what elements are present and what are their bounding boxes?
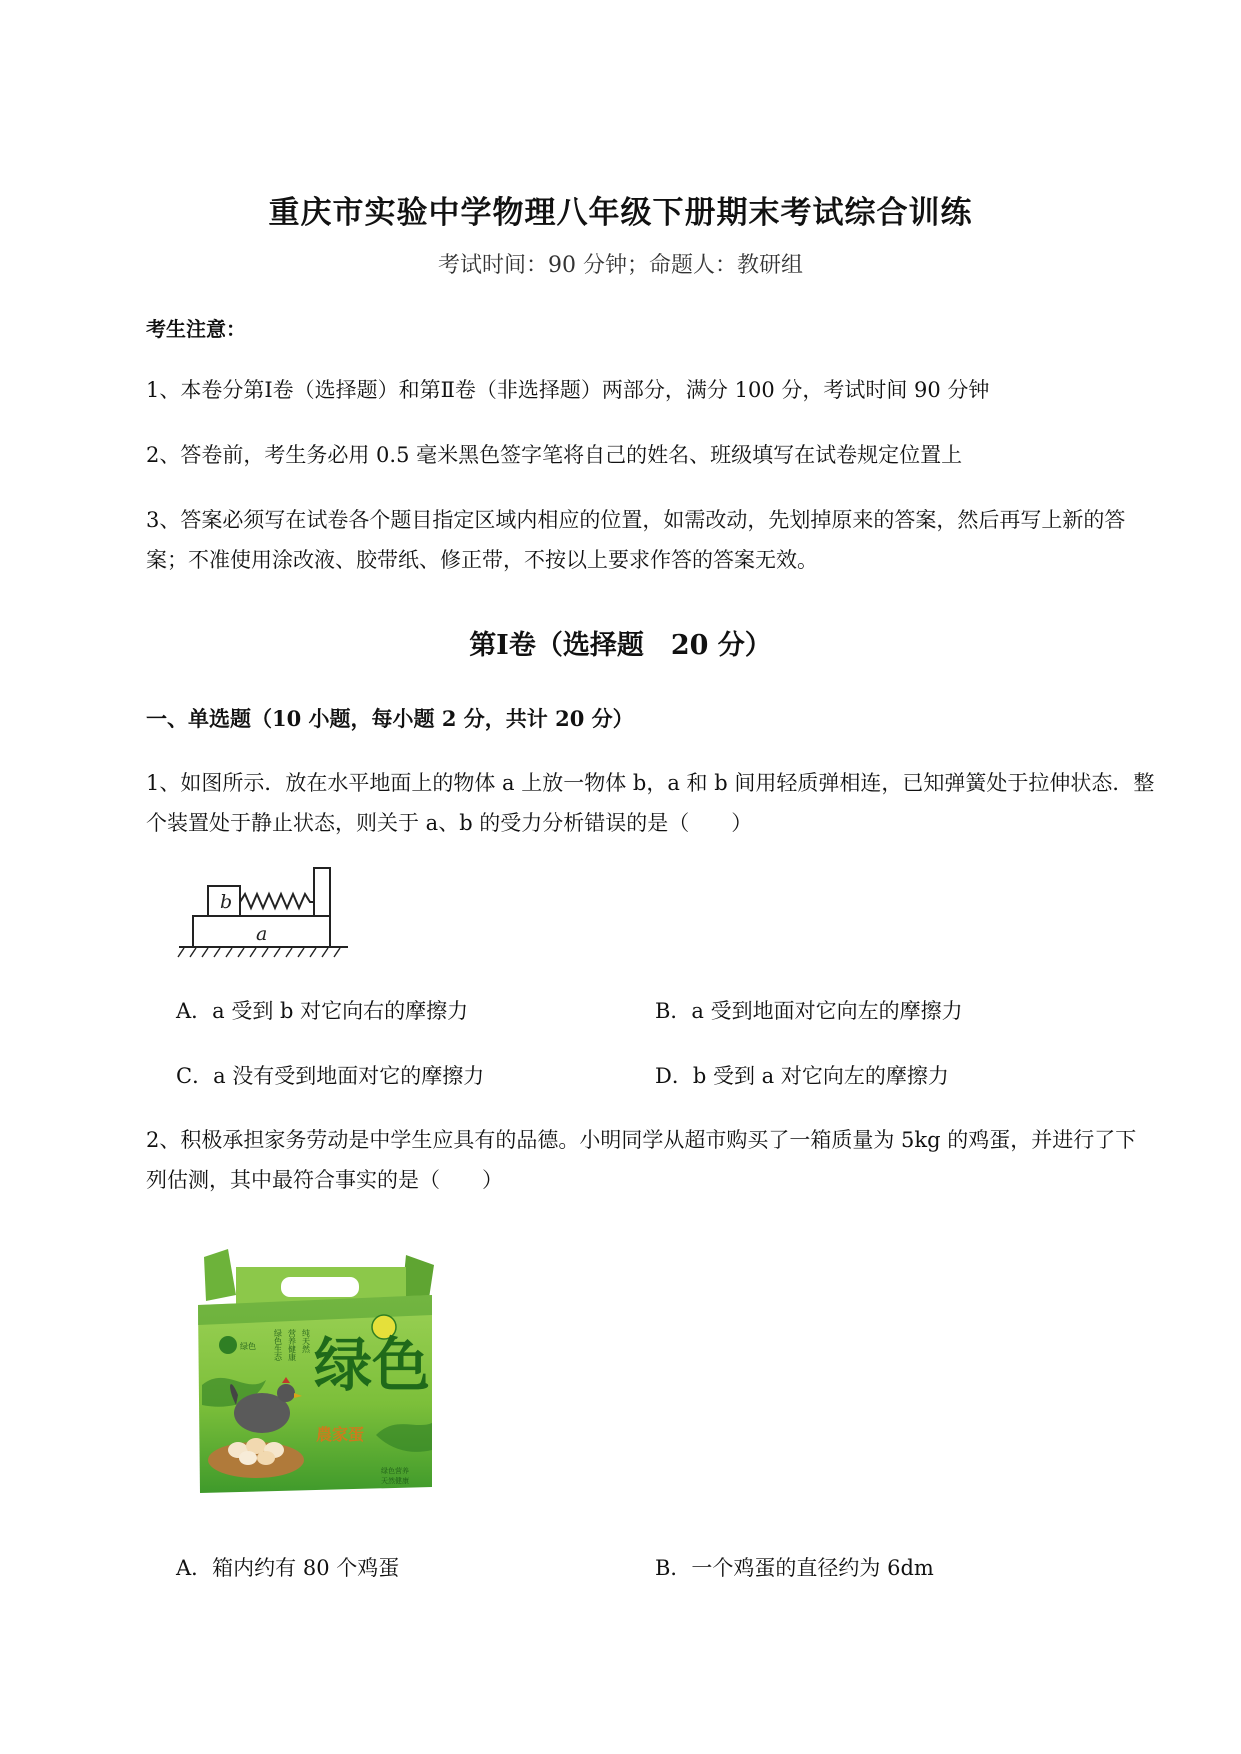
svg-text:纯天然: 纯天然 — [301, 1329, 311, 1353]
svg-text:绿色生态: 绿色生态 — [273, 1329, 283, 1361]
question-1-stem: 1、如图所示．放在水平地面上的物体 a 上放一物体 b，a 和 b 间用轻质弹相连，已知弹簧处于拉伸状态．整个装置处于静止状态，则关于 a、b 的受力分析错误的是（ ） — [146, 771, 1155, 835]
spring-diagram — [176, 862, 351, 960]
box-title: 绿色 — [314, 1331, 431, 1399]
q2-option-a[interactable]: A．箱内约有 80 个鸡蛋 — [176, 1556, 400, 1580]
q2-option-b[interactable]: B．一个鸡蛋的直径约为 6dm — [655, 1556, 934, 1580]
notice-item-1: 1、本卷分第Ⅰ卷（选择题）和第Ⅱ卷（非选择题）两部分，满分 100 分，考试时间 90 分钟 — [146, 378, 990, 402]
q1-option-a[interactable]: A．a 受到 b 对它向右的摩擦力 — [176, 999, 469, 1023]
spring — [240, 894, 314, 908]
section-title: 第Ⅰ卷（选择题 20 分） — [469, 630, 772, 661]
wall-post — [314, 868, 330, 916]
notice-heading: 考生注意： — [146, 317, 246, 341]
q1-option-d[interactable]: D．b 受到 a 对它向左的摩擦力 — [655, 1064, 949, 1088]
ground-hatching — [178, 948, 340, 957]
q1-option-b[interactable]: B．a 受到地面对它向左的摩擦力 — [655, 999, 963, 1023]
question-2-stem: 2、积极承担家务劳动是中学生应具有的品德。小明同学从超市购买了一箱质量为 5kg 的鸡蛋，并进行了下列估测，其中最符合事实的是（ ） — [146, 1128, 1137, 1192]
svg-text:天然健康: 天然健康 — [381, 1477, 409, 1485]
page-title: 重庆市实验中学物理八年级下册期末考试综合训练 — [268, 195, 973, 231]
q1-option-c[interactable]: C．a 没有受到地面对它的摩擦力 — [176, 1064, 485, 1088]
label-b: b — [220, 891, 233, 913]
part-heading: 一、单选题（10 小题，每小题 2 分，共计 20 分） — [146, 706, 634, 731]
svg-text:营养健康: 营养健康 — [287, 1329, 297, 1361]
box-subtitle: 農家蛋 — [316, 1425, 365, 1444]
egg-box-image — [196, 1245, 446, 1495]
label-a: a — [256, 923, 268, 945]
exam-meta: 考试时间：90 分钟；命题人：教研组 — [438, 253, 803, 278]
svg-text:绿色: 绿色 — [240, 1342, 256, 1351]
notice-item-2: 2、答卷前，考生务必用 0.5 毫米黑色签字笔将自己的姓名、班级填写在试卷规定位置上 — [146, 443, 963, 467]
notice-item-3: 3、答案必须写在试卷各个题目指定区域内相应的位置，如需改动，先划掉原来的答案，然后再写上新的答案；不准使用涂改液、胶带纸、修正带，不按以上要求作答的答案无效。 — [146, 508, 1126, 572]
svg-text:绿色营养: 绿色营养 — [381, 1467, 409, 1475]
